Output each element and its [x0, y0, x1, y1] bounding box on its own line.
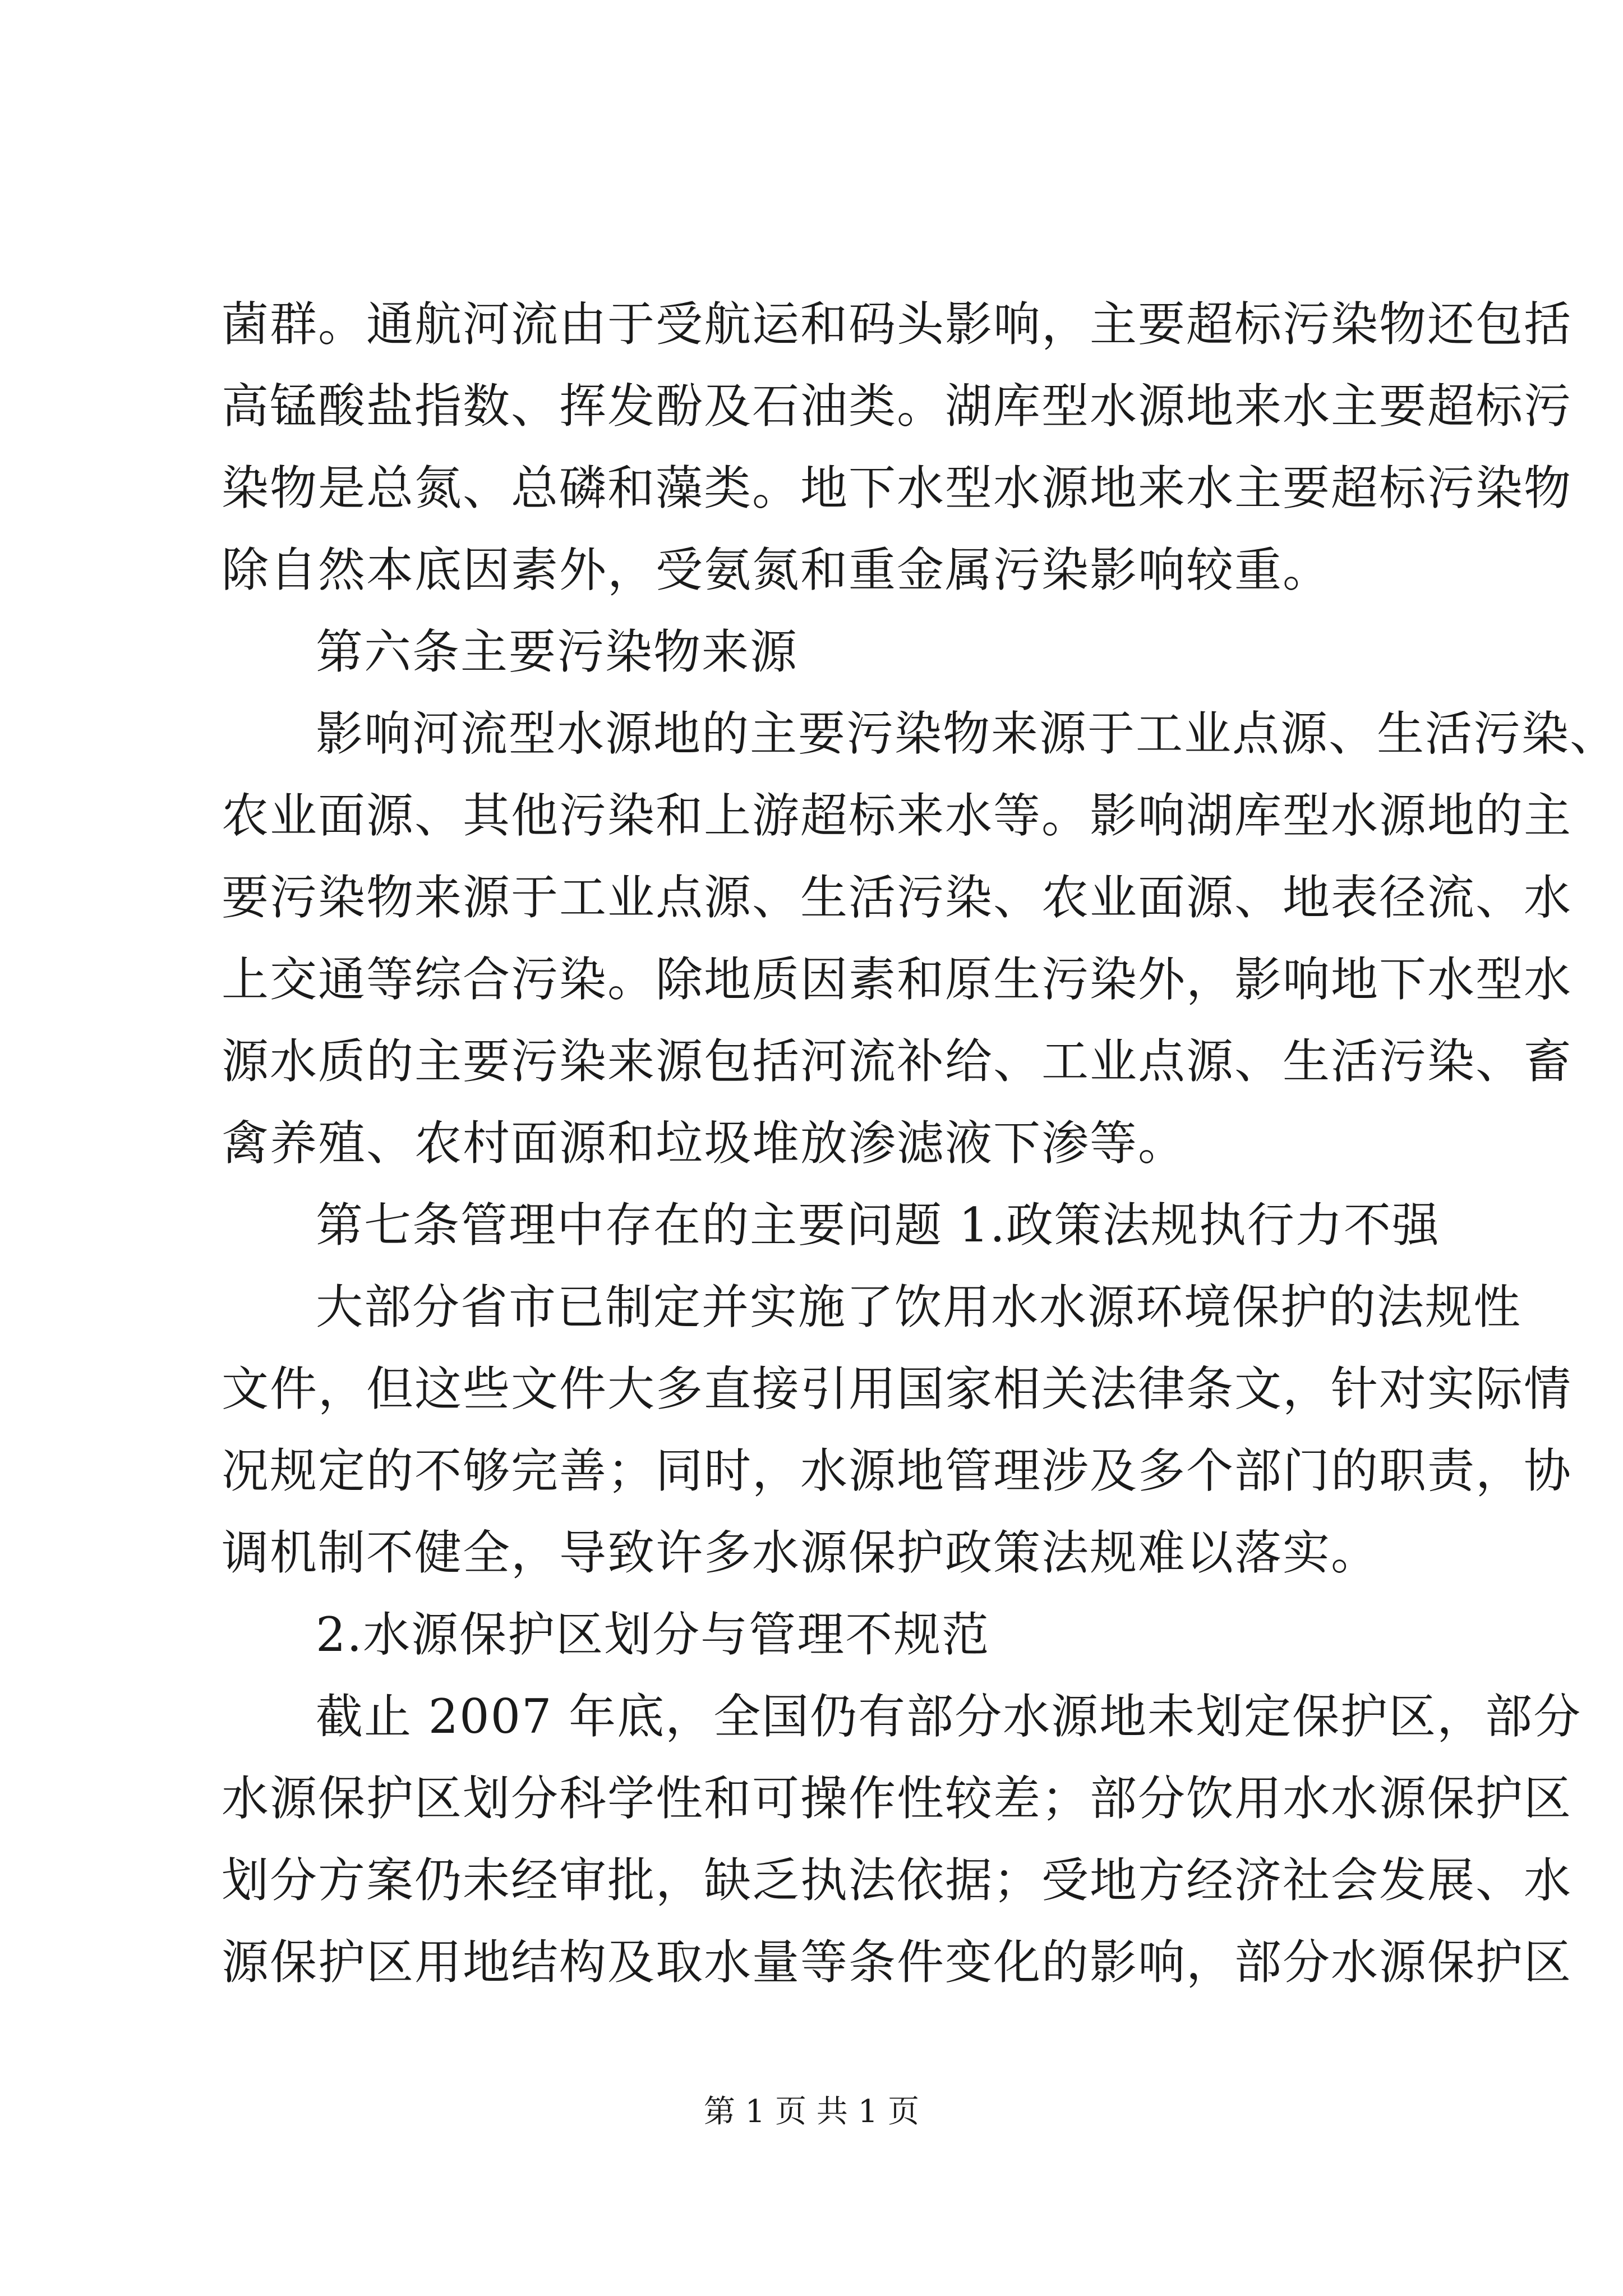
text-line: 除自然本底因素外，受氨氮和重金属污染影响较重。: [222, 542, 1331, 597]
text-line: 菌群。通航河流由于受航运和码头影响，主要超标污染物还包括: [222, 297, 1573, 352]
section-heading: 第六条主要污染物来源: [316, 624, 799, 679]
text-line: 要污染物来源于工业点源、生活污染、农业面源、地表径流、水: [222, 870, 1573, 925]
page-number-footer: 第 1 页 共 1 页: [703, 2093, 920, 2130]
text-line: 文件，但这些文件大多直接引用国家相关法律条文，针对实际情: [222, 1361, 1573, 1416]
text-line: 影响河流型水源地的主要污染物来源于工业点源、生活污染、: [316, 706, 1619, 761]
text-line: 况规定的不够完善；同时，水源地管理涉及多个部门的职责，协: [222, 1443, 1573, 1498]
text-line: 截止 2007 年底，全国仍有部分水源地未划定保护区，部分: [316, 1689, 1582, 1744]
text-line: 划分方案仍未经审批，缺乏执法依据；受地方经济社会发展、水: [222, 1853, 1573, 1908]
text-line: 染物是总氮、总磷和藻类。地下水型水源地来水主要超标污染物: [222, 461, 1573, 516]
text-line: 调机制不健全，导致许多水源保护政策法规难以落实。: [222, 1525, 1380, 1580]
text-line: 农业面源、其他污染和上游超标来水等。影响湖库型水源地的主: [222, 788, 1573, 843]
text-line: 源水质的主要污染来源包括河流补给、工业点源、生活污染、畜: [222, 1034, 1573, 1089]
section-heading: 2.水源保护区划分与管理不规范: [316, 1607, 990, 1662]
document-body: [222, 283, 1619, 2003]
text-line: 源保护区用地结构及取水量等条件变化的影响，部分水源保护区: [222, 1935, 1573, 1990]
text-line: 高锰酸盐指数、挥发酚及石油类。湖库型水源地来水主要超标污: [222, 379, 1573, 434]
text-line: 禽养殖、农村面源和垃圾堆放渗滤液下渗等。: [222, 1116, 1187, 1171]
text-line: 上交通等综合污染。除地质因素和原生污染外，影响地下水型水: [222, 952, 1573, 1007]
section-heading: 第七条管理中存在的主要问题 1.政策法规执行力不强: [316, 1198, 1440, 1253]
text-line: 大部分省市已制定并实施了饮用水水源环境保护的法规性: [316, 1280, 1522, 1335]
text-line: 水源保护区划分科学性和可操作性较差；部分饮用水水源保护区: [222, 1771, 1573, 1826]
